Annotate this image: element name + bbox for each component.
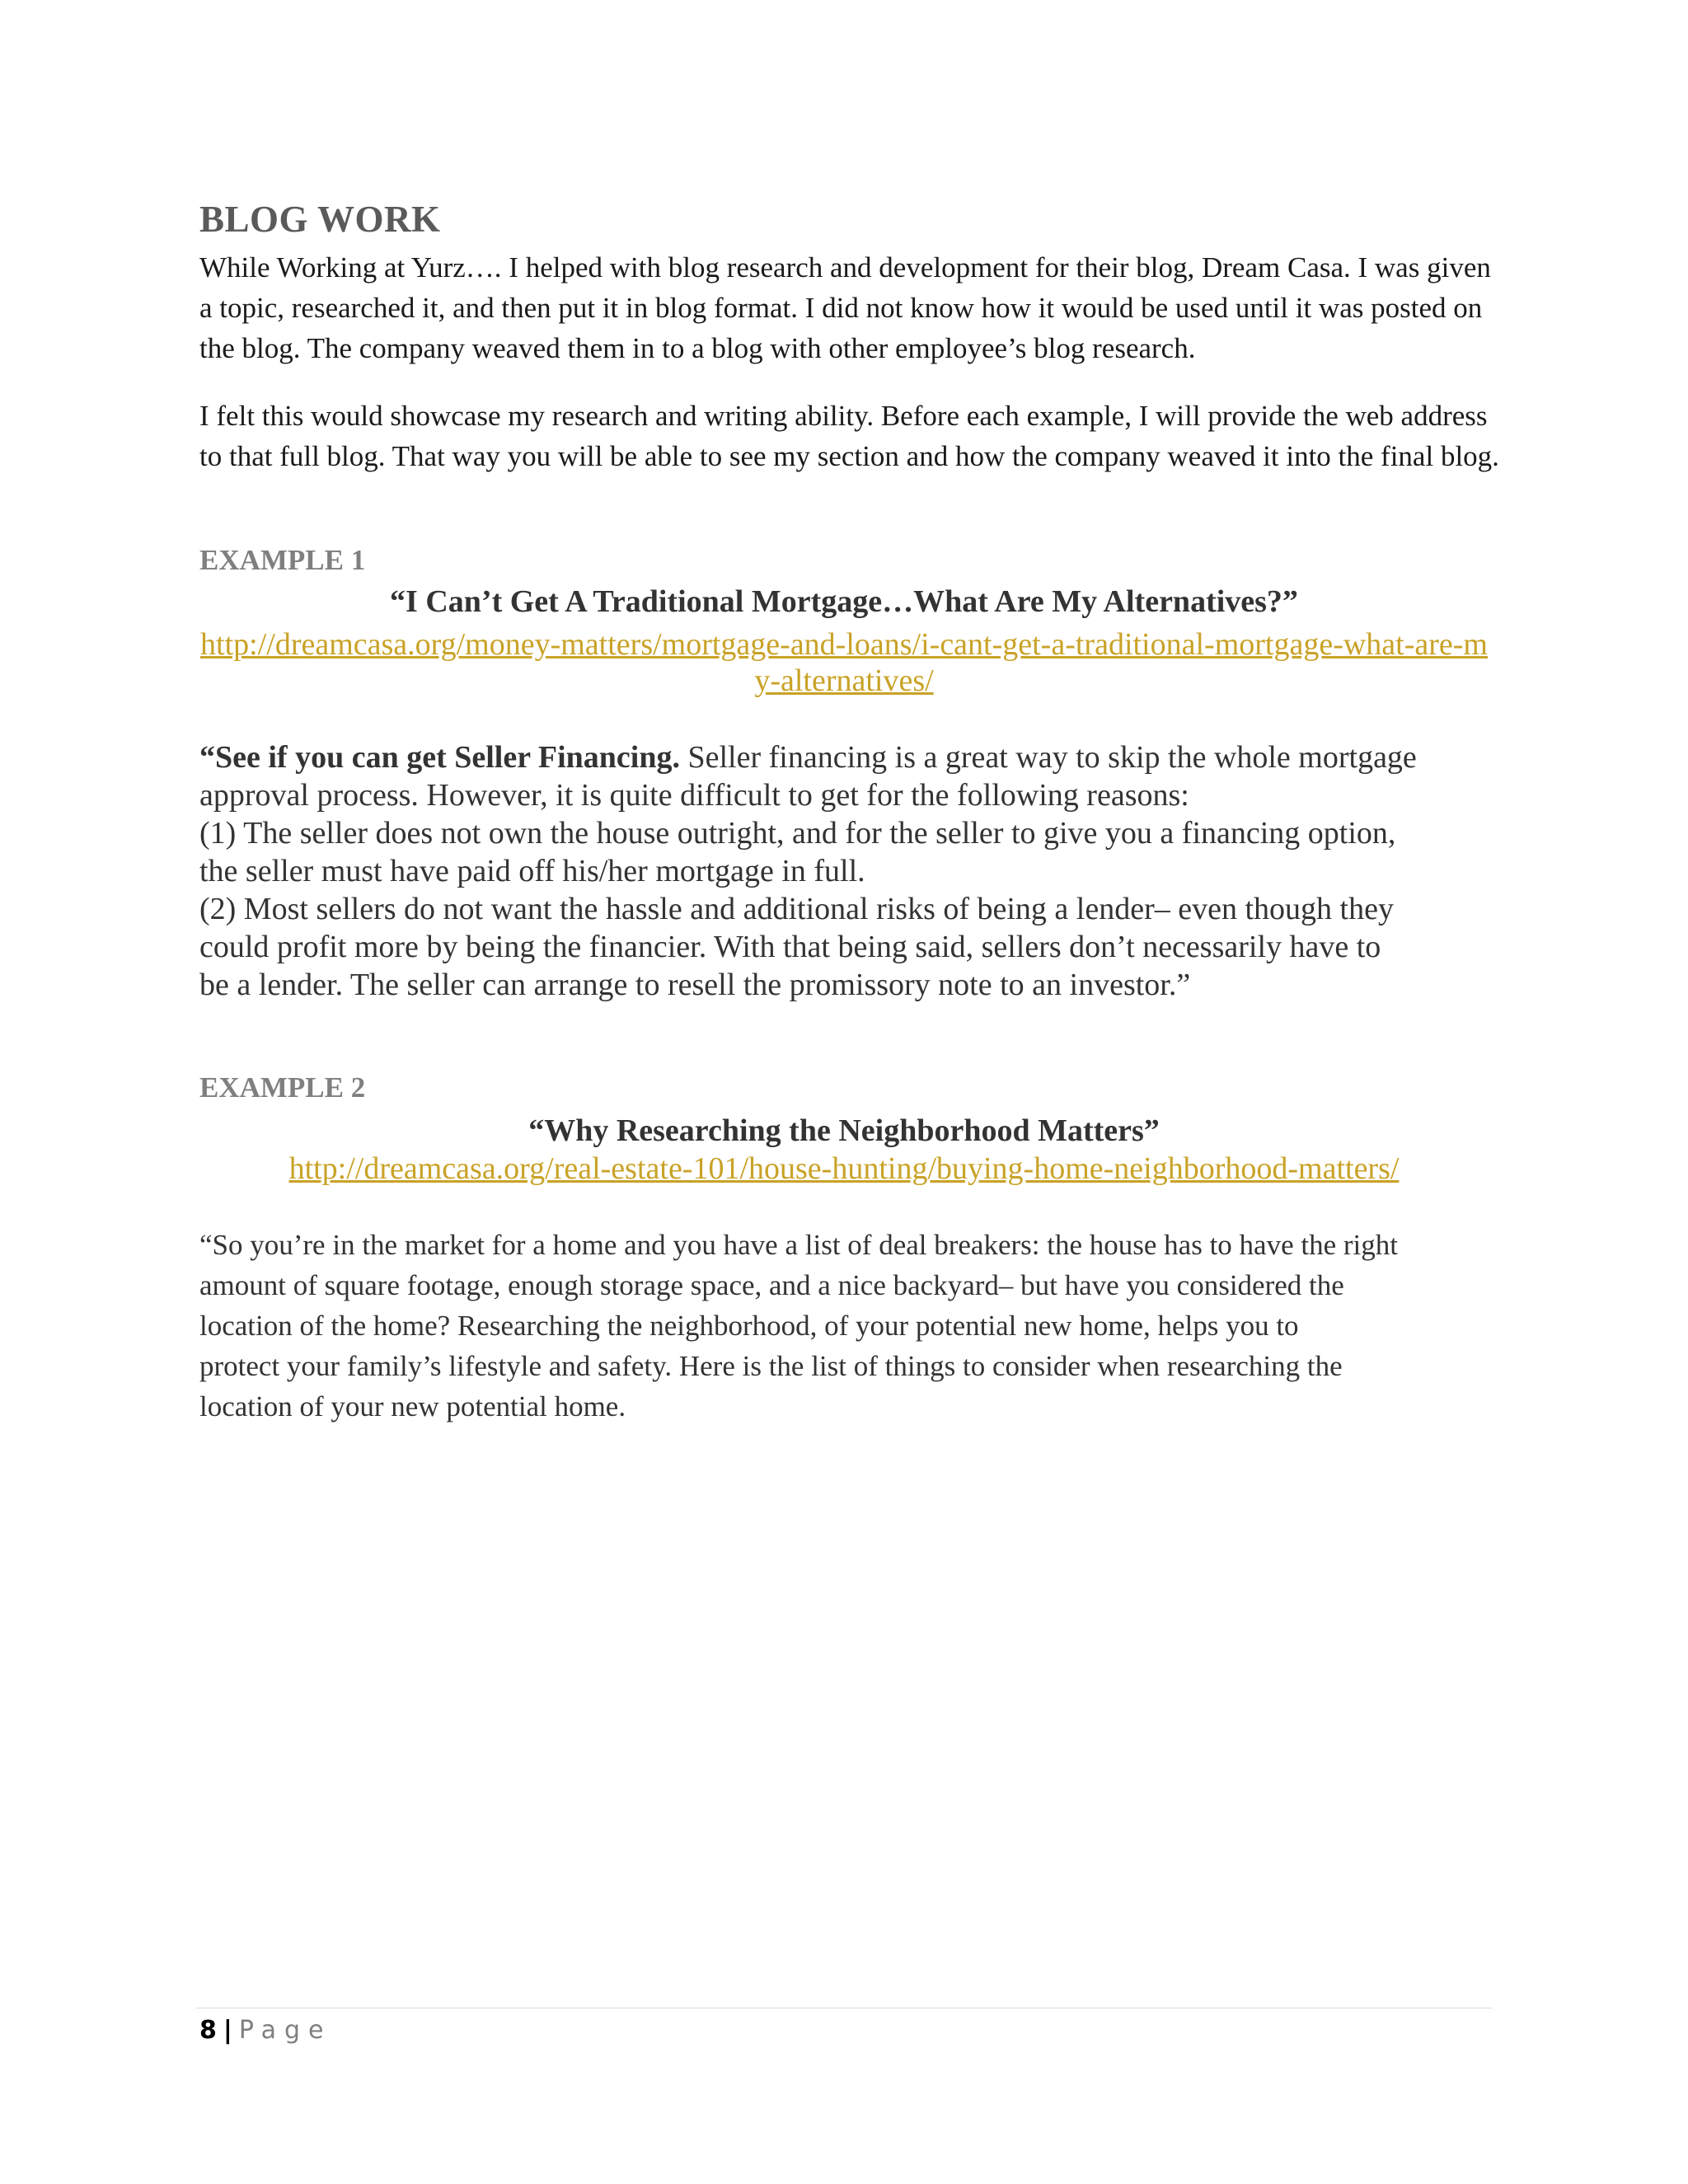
footer-separator: | — [223, 2016, 232, 2045]
excerpt-lead: “See if you can get Seller Financing. — [199, 740, 680, 775]
excerpt-line: could profit more by being the financier. With that being said, sellers don’t necessarily have to — [199, 930, 1381, 964]
excerpt-line: amount of square footage, enough storage space, and a nice backyard– but have you considered the — [199, 1269, 1344, 1301]
page-word: Page — [238, 2016, 332, 2045]
excerpt-text: Seller financing is a great way to skip the whole mortgage — [680, 740, 1417, 775]
excerpt-line: approval process. However, it is quite difficult to get for the following reasons: — [199, 778, 1189, 813]
example-2-title: “Why Researching the Neighborhood Matters” — [528, 1113, 1160, 1148]
example-1-link[interactable]: http://dreamcasa.org/money-matters/mortgage-and-loans/i-cant-get-a-traditional-mortgage-what-are-my-alternatives/ — [200, 627, 1488, 698]
excerpt-line: “So you’re in the market for a home and you have a list of deal breakers: the house has to have the right — [199, 1229, 1398, 1261]
excerpt-line: be a lender. The seller can arrange to resell the promissory note to an investor.” — [199, 968, 1191, 1002]
excerpt-line — [199, 738, 1510, 776]
page-number: 8 — [199, 2016, 217, 2045]
excerpt-line: (1) The seller does not own the house outright, and for the seller to give you a financing option, — [199, 816, 1396, 851]
section-heading: BLOG WORK — [199, 199, 441, 240]
excerpt-line: location of the home? Researching the neighborhood, of your potential new home, helps you to — [199, 1310, 1299, 1342]
intro-paragraph-1: While Working at Yurz…. I helped with blog research and development for their blog, Dream Casa. I was given a topic, researched it, and then put it in blog format. I did not know how it would be used until it was posted on the blog. The company weaved them in to a blog with other employee’s blog research. — [199, 251, 1491, 364]
excerpt-line: location of your new potential home. — [199, 1390, 626, 1422]
intro-paragraph-2: I felt this would showcase my research and writing ability. Before each example, I will provide the web address to that full blog. That way you will be able to see my section and how the company weaved it into the final blog. — [199, 400, 1499, 472]
excerpt-line: protect your family’s lifestyle and safety. Here is the list of things to consider when researching the — [199, 1350, 1343, 1382]
excerpt-line: (2) Most sellers do not want the hassle and additional risks of being a lender– even though they — [199, 892, 1394, 926]
example-1-title: “I Can’t Get A Traditional Mortgage…What Are My Alternatives?” — [390, 584, 1298, 619]
excerpt-line: the seller must have paid off his/her mortgage in full. — [199, 854, 865, 888]
page-footer — [199, 2014, 331, 2047]
example-2-label: EXAMPLE 2 — [199, 1071, 366, 1104]
example-1-label: EXAMPLE 1 — [199, 544, 366, 576]
example-1-excerpt — [199, 738, 1510, 1004]
example-2-excerpt — [199, 1225, 1502, 1427]
example-2-link[interactable]: http://dreamcasa.org/real-estate-101/house-hunting/buying-home-neighborhood-matters/ — [288, 1151, 1400, 1186]
